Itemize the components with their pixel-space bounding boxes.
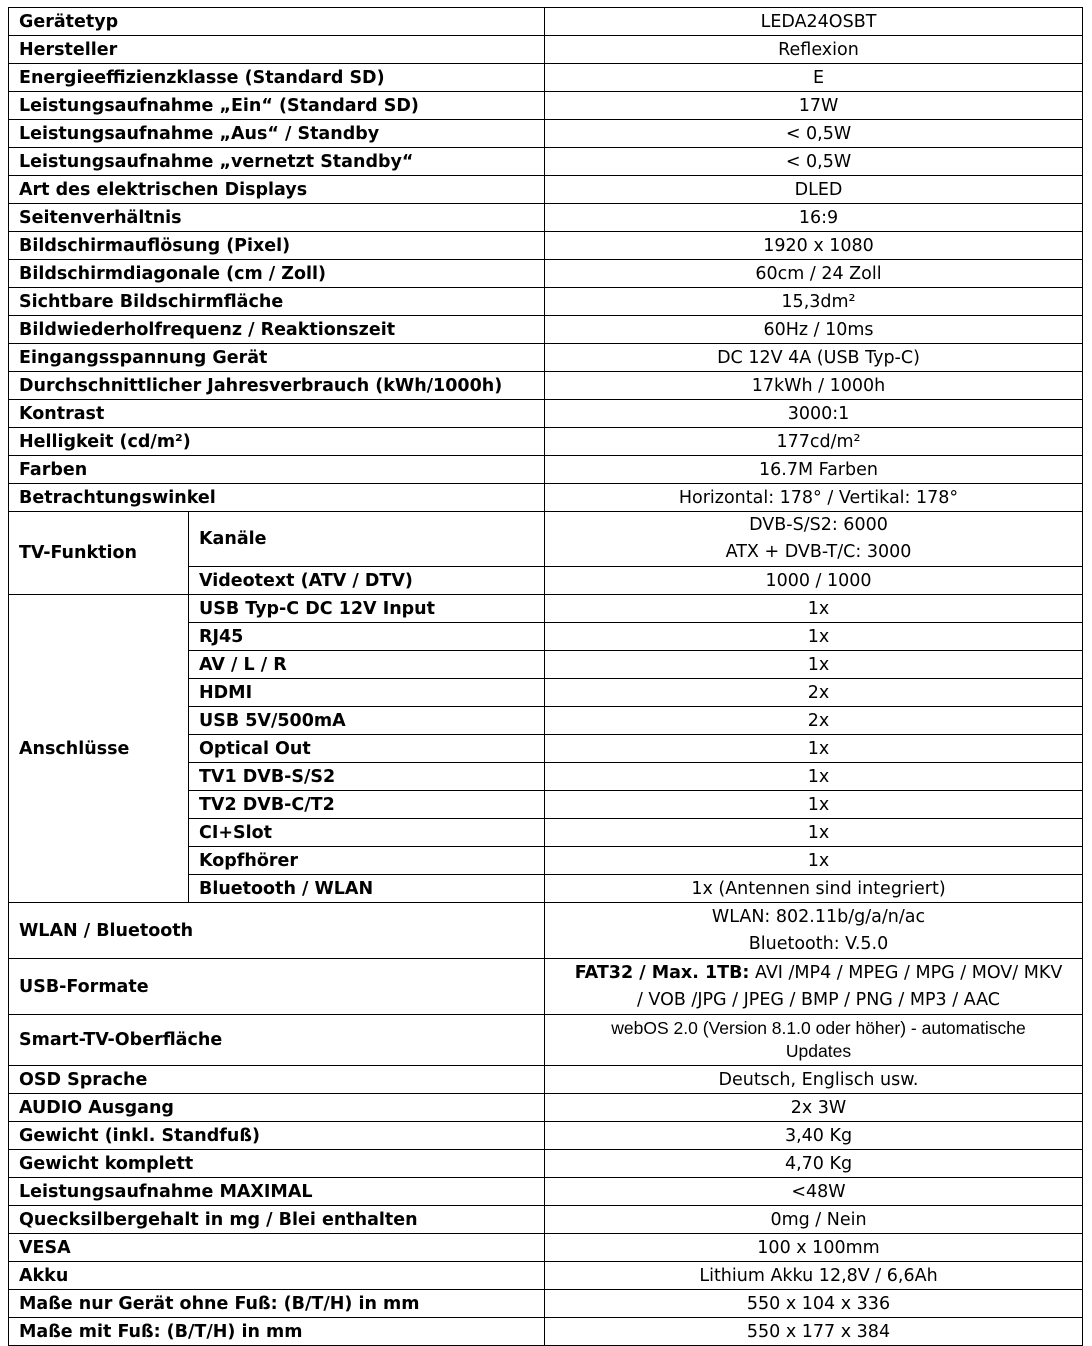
row-label: AUDIO Ausgang [9,1094,545,1122]
table-row [9,1178,1083,1206]
row-label: OSD Sprache [9,1066,545,1094]
port-label: Kopfhörer [189,847,545,875]
row-value: 17kWh / 1000h [545,372,1083,400]
table-row [9,8,1083,36]
row-value-usb-formate [545,959,1083,1015]
row-label: Hersteller [9,36,545,64]
row-value: < 0,5W [545,148,1083,176]
row-label: Leistungsaufnahme MAXIMAL [9,1178,545,1206]
row-value: 16:9 [545,204,1083,232]
table-row [9,176,1083,204]
group-label-tv-funktion: TV-Funktion [9,512,189,595]
row-value: LEDA24OSBT [545,8,1083,36]
row-label: Gewicht komplett [9,1150,545,1178]
row-label: Quecksilbergehalt in mg / Blei enthalten [9,1206,545,1234]
port-value: 1x [545,623,1083,651]
row-value-smart-tv [545,1015,1083,1066]
row-label: Kontrast [9,400,545,428]
row-value: 15,3dm² [545,288,1083,316]
row-label: Helligkeit (cd/m²) [9,428,545,456]
port-label: USB 5V/500mA [189,707,545,735]
table-row [9,344,1083,372]
row-label: Durchschnittlicher Jahresverbrauch (kWh/1000h) [9,372,545,400]
table-row [9,92,1083,120]
port-label: CI+Slot [189,819,545,847]
row-value-videotext: 1000 / 1000 [545,567,1083,595]
table-row [9,1094,1083,1122]
group-label-anschluesse: Anschlüsse [9,595,189,903]
row-label: Leistungsaufnahme „Aus“ / Standby [9,120,545,148]
row-value: 4,70 Kg [545,1150,1083,1178]
row-value: 177cd/m² [545,428,1083,456]
row-value: DC 12V 4A (USB Typ-C) [545,344,1083,372]
usb-formats-list-1: AVI /MP4 / MPEG / MPG / MOV/ MKV [749,962,1063,983]
table-row [9,1066,1083,1094]
table-row [9,1318,1083,1346]
row-label: Akku [9,1262,545,1290]
table-row [9,372,1083,400]
row-label: Sichtbare Bildschirmfläche [9,288,545,316]
smart-line-1: webOS 2.0 (Version 8.1.0 oder höher) - automatische [611,1018,1026,1038]
port-label: TV2 DVB-C/T2 [189,791,545,819]
port-label: RJ45 [189,623,545,651]
row-value: Reflexion [545,36,1083,64]
table-row [9,484,1083,512]
row-label: Bildwiederholfrequenz / Reaktionszeit [9,316,545,344]
table-row [9,1234,1083,1262]
table-row [9,959,1083,1015]
row-label: VESA [9,1234,545,1262]
port-value: 1x (Antennen sind integriert) [545,875,1083,903]
table-row [9,148,1083,176]
port-label: HDMI [189,679,545,707]
row-value: DLED [545,176,1083,204]
row-value: Horizontal: 178° / Vertikal: 178° [545,484,1083,512]
table-row [9,1150,1083,1178]
row-label: Gerätetyp [9,8,545,36]
row-value: 17W [545,92,1083,120]
row-label: Maße nur Gerät ohne Fuß: (B/T/H) in mm [9,1290,545,1318]
table-row [9,288,1083,316]
row-value: E [545,64,1083,92]
usb-formats-line-1 [555,960,1082,987]
row-value-kanaele [545,512,1083,567]
row-label: Leistungsaufnahme „vernetzt Standby“ [9,148,545,176]
port-value: 2x [545,679,1083,707]
table-row [9,232,1083,260]
row-value: 550 x 104 x 336 [545,1290,1083,1318]
channels-line-2: ATX + DVB-T/C: 3000 [725,542,912,562]
row-value: 60cm / 24 Zoll [545,260,1083,288]
port-value: 2x [545,707,1083,735]
row-value: 1920 x 1080 [545,232,1083,260]
port-value: 1x [545,651,1083,679]
table-row [9,1206,1083,1234]
bluetooth-line: Bluetooth: V.5.0 [748,933,889,954]
table-row [9,64,1083,92]
row-value: 3000:1 [545,400,1083,428]
port-value: 1x [545,735,1083,763]
port-label: Optical Out [189,735,545,763]
table-row [9,316,1083,344]
table-row [9,260,1083,288]
row-value: 100 x 100mm [545,1234,1083,1262]
row-label: Bildschirmauflösung (Pixel) [9,232,545,260]
table-row [9,120,1083,148]
usb-formats-prefix: FAT32 / Max. 1TB: [574,962,750,983]
row-label: Seitenverhältnis [9,204,545,232]
port-label: TV1 DVB-S/S2 [189,763,545,791]
port-value: 1x [545,791,1083,819]
port-value: 1x [545,763,1083,791]
row-label-usb-formate: USB-Formate [9,959,545,1015]
row-label-smart-tv: Smart-TV-Oberfläche [9,1015,545,1066]
port-label: AV / L / R [189,651,545,679]
row-value: 550 x 177 x 384 [545,1318,1083,1346]
row-label: Leistungsaufnahme „Ein“ (Standard SD) [9,92,545,120]
table-row [9,1015,1083,1066]
table-row [9,428,1083,456]
row-value: < 0,5W [545,120,1083,148]
table-row [9,1262,1083,1290]
row-value: 3,40 Kg [545,1122,1083,1150]
row-value: 60Hz / 10ms [545,316,1083,344]
port-value: 1x [545,847,1083,875]
table-row [9,1122,1083,1150]
row-value: 2x 3W [545,1094,1083,1122]
row-value: 16.7M Farben [545,456,1083,484]
row-value: 0mg / Nein [545,1206,1083,1234]
spec-table [8,7,1083,1346]
table-row [9,595,1083,623]
usb-formats-line-2: / VOB /JPG / JPEG / BMP / PNG / MP3 / AAC [636,989,1001,1010]
row-label: Farben [9,456,545,484]
wlan-line: WLAN: 802.11b/g/a/n/ac [711,906,926,927]
row-label: Maße mit Fuß: (B/T/H) in mm [9,1318,545,1346]
channels-line-1: DVB-S/S2: 6000 [749,515,888,535]
table-row [9,512,1083,567]
port-label: USB Typ-C DC 12V Input [189,595,545,623]
row-label-videotext: Videotext (ATV / DTV) [189,567,545,595]
table-row [9,903,1083,959]
row-label: Gewicht (inkl. Standfuß) [9,1122,545,1150]
table-row [9,204,1083,232]
table-row [9,1290,1083,1318]
row-value: <48W [545,1178,1083,1206]
port-label: Bluetooth / WLAN [189,875,545,903]
table-row [9,400,1083,428]
port-value: 1x [545,819,1083,847]
row-value: Lithium Akku 12,8V / 6,6Ah [545,1262,1083,1290]
table-row [9,456,1083,484]
smart-line-2: Updates [785,1041,852,1061]
row-label: Art des elektrischen Displays [9,176,545,204]
row-value-wlan-bluetooth [545,903,1083,959]
table-row [9,36,1083,64]
row-label: Eingangsspannung Gerät [9,344,545,372]
port-value: 1x [545,595,1083,623]
row-label: Energieeffizienzklasse (Standard SD) [9,64,545,92]
row-value: Deutsch, Englisch usw. [545,1066,1083,1094]
row-label: Bildschirmdiagonale (cm / Zoll) [9,260,545,288]
row-label-wlan-bluetooth: WLAN / Bluetooth [9,903,545,959]
row-label-kanaele: Kanäle [189,512,545,567]
row-label: Betrachtungswinkel [9,484,545,512]
